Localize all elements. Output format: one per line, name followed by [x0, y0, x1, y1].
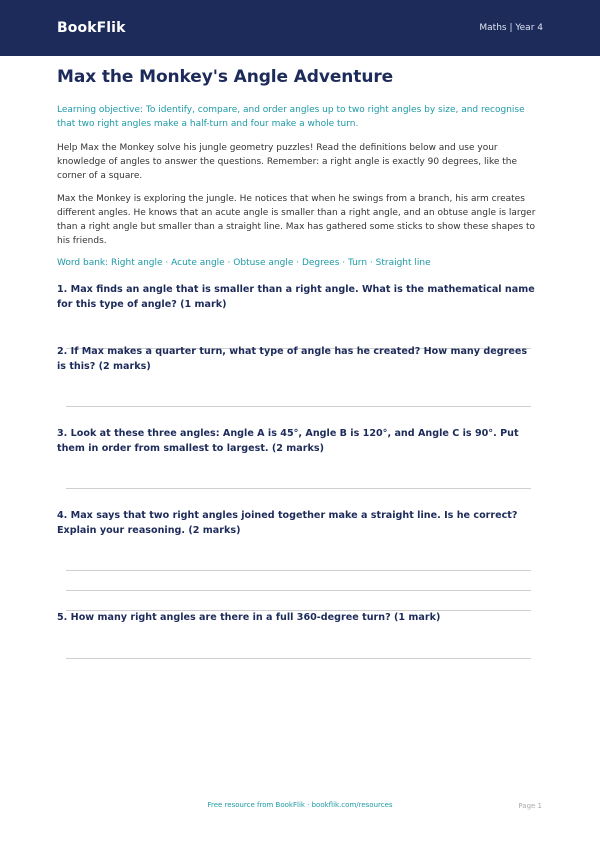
question-4: 4. Max says that two right angles joined together make a straight line. Is he correct? Explain your reasoning. (2 marks): [57, 510, 518, 536]
word-bank: Word bank: Right angle · Acute angle · Obtuse angle · Degrees · Turn · Straight line: [57, 258, 431, 268]
subject-label: Maths | Year 4: [479, 23, 543, 33]
answer-line-2[interactable]: [66, 406, 531, 407]
intro-paragraph: Help Max the Monkey solve his jungle geometry puzzles! Read the definitions below and use your knowledge of angles to answer the questions. Remember: a right angle is exactly 90 degrees, like the corner of a square.: [57, 143, 518, 181]
answer-line-5[interactable]: [66, 658, 531, 659]
question-5: 5. How many right angles are there in a full 360-degree turn? (1 mark): [57, 612, 441, 623]
question-2: 2. If Max makes a quarter turn, what type of angle has he created? How many degrees is this? (2 marks): [57, 346, 528, 372]
page-number: Page 1: [518, 802, 542, 810]
answer-line-4a[interactable]: [66, 570, 531, 571]
question-3: 3. Look at these three angles: Angle A is 45°, Angle B is 120°, and Angle C is 90°. Put them in order from smallest to largest. (2 marks): [57, 428, 519, 454]
header-bar: [0, 0, 600, 56]
learning-objective: Learning objective: To identify, compare, and order angles up to two right angles by size, and recognise that two right angles make a half-turn and four make a whole turn.: [57, 105, 525, 129]
answer-line-4b[interactable]: [66, 590, 531, 591]
page-title: Max the Monkey's Angle Adventure: [57, 67, 394, 87]
brand-logo[interactable]: BookFlik: [57, 20, 126, 36]
story-paragraph: Max the Monkey is exploring the jungle. He notices that when he swings from a branch, his arm creates different angles. He knows that an acute angle is smaller than a right angle, and an obtuse angle is larger than a right angle but smaller than a straight line. Max has gathered some sticks to show these shapes to his friends.: [57, 194, 536, 246]
answer-line-3[interactable]: [66, 488, 531, 489]
footer-credit[interactable]: Free resource from BookFlik · bookflik.com/resources: [207, 801, 393, 809]
worksheet-intro: [57, 64, 543, 268]
question-1: 1. Max finds an angle that is smaller than a right angle. What is the mathematical name for this type of angle? (1 mark): [57, 284, 535, 310]
